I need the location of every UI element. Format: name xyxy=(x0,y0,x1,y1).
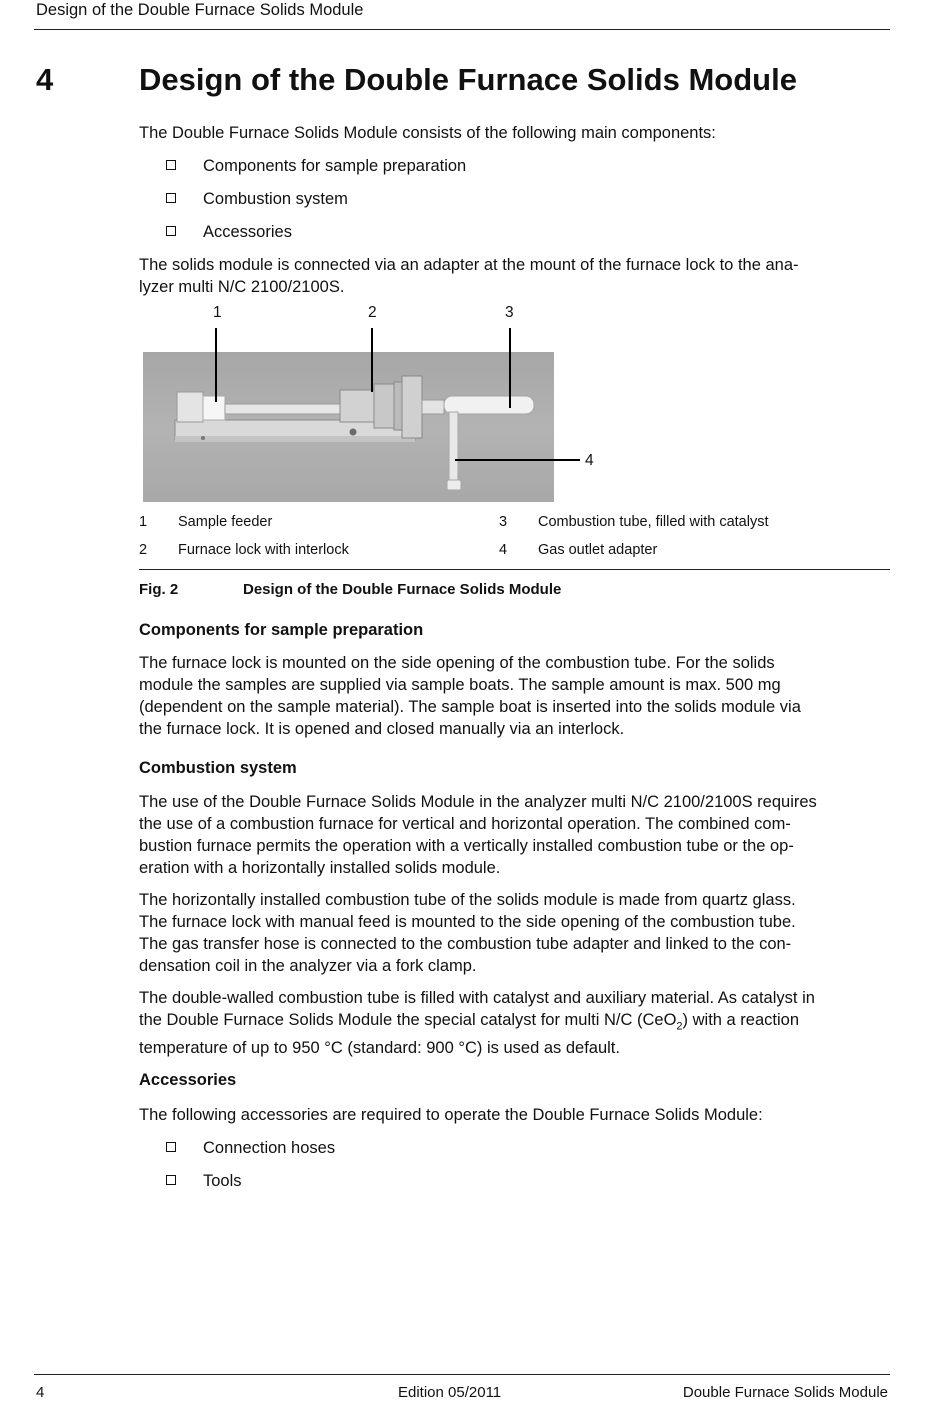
figure-rule xyxy=(139,569,890,570)
legend-number: 2 xyxy=(139,542,148,558)
legend-number: 3 xyxy=(499,514,508,530)
chapter-title: Design of the Double Furnace Solids Module xyxy=(139,62,797,97)
running-header: Design of the Double Furnace Solids Module xyxy=(36,1,364,19)
legend-text: Combustion tube, filled with catalyst xyxy=(538,514,769,530)
chapter-number: 4 xyxy=(36,62,54,97)
checkbox-bullet-icon xyxy=(166,1175,176,1185)
checkbox-bullet-icon xyxy=(166,1142,176,1152)
intro-paragraph: The Double Furnace Solids Module consists of the following main components: xyxy=(139,124,716,142)
edition-label: Edition 05/2011 xyxy=(398,1384,502,1401)
combustion-paragraph-1: The use of the Double Furnace Solids Module in the analyzer multi N/C 2100/2100S requires the use of a combustion furnace for vertical and horizontal operation. The combined com- bustion furnace permits the operation with a vertically installed combustion tube or the op- eration with a horizontally installed solids module. xyxy=(139,793,817,877)
footer-title: Double Furnace Solids Module xyxy=(682,1384,888,1401)
combustion-paragraph-2: The horizontally installed combustion tube of the solids module is made from quartz glass. The furnace lock with manual feed is mounted to the side opening of the combustion tube. The gas transfer hose is connected to the combustion tube adapter and linked to the con- densation coil in the analyzer via a fork clamp. xyxy=(139,891,796,975)
legend-text: Furnace lock with interlock xyxy=(178,542,349,558)
callout-number: 2 xyxy=(368,304,377,321)
section-heading: Components for sample preparation xyxy=(139,621,424,639)
callout-number: 4 xyxy=(585,452,594,469)
sample-prep-paragraph: The furnace lock is mounted on the side opening of the combustion tube. For the solids module the samples are supplied via sample boats. The sample amount is max. 500 mg (dependent on the sample material). The sample boat is inserted into the solids module via the furnace lock. It is opened and closed manually via an interlock. xyxy=(139,654,801,738)
legend-text: Sample feeder xyxy=(178,514,273,530)
legend-number: 1 xyxy=(139,514,148,530)
callout-leader-lines xyxy=(0,0,950,520)
callout-number: 3 xyxy=(505,304,514,321)
connection-paragraph: The solids module is connected via an adapter at the mount of the furnace lock to the ana- lyzer multi N/C 2100/2100S. xyxy=(139,256,799,296)
figure-label: Fig. 2 xyxy=(139,581,179,598)
page-number: 4 xyxy=(36,1384,45,1401)
figure-caption: Design of the Double Furnace Solids Module xyxy=(243,581,562,598)
legend-text: Gas outlet adapter xyxy=(538,542,658,558)
accessories-intro: The following accessories are required to operate the Double Furnace Solids Module: xyxy=(139,1106,763,1124)
footer-rule xyxy=(34,1374,890,1375)
callout-number: 1 xyxy=(213,304,222,321)
legend-number: 4 xyxy=(499,542,508,558)
section-heading: Combustion system xyxy=(139,759,297,777)
section-heading: Accessories xyxy=(139,1071,237,1089)
combustion-paragraph-3: The double-walled combustion tube is filled with catalyst and auxiliary material. As catalyst in the Double Furnace Solids Module the special catalyst for multi N/C (CeO$_2$) with a reaction temperature of up to 950 °C (standard: 900 °C) is used as default. xyxy=(139,989,815,1058)
